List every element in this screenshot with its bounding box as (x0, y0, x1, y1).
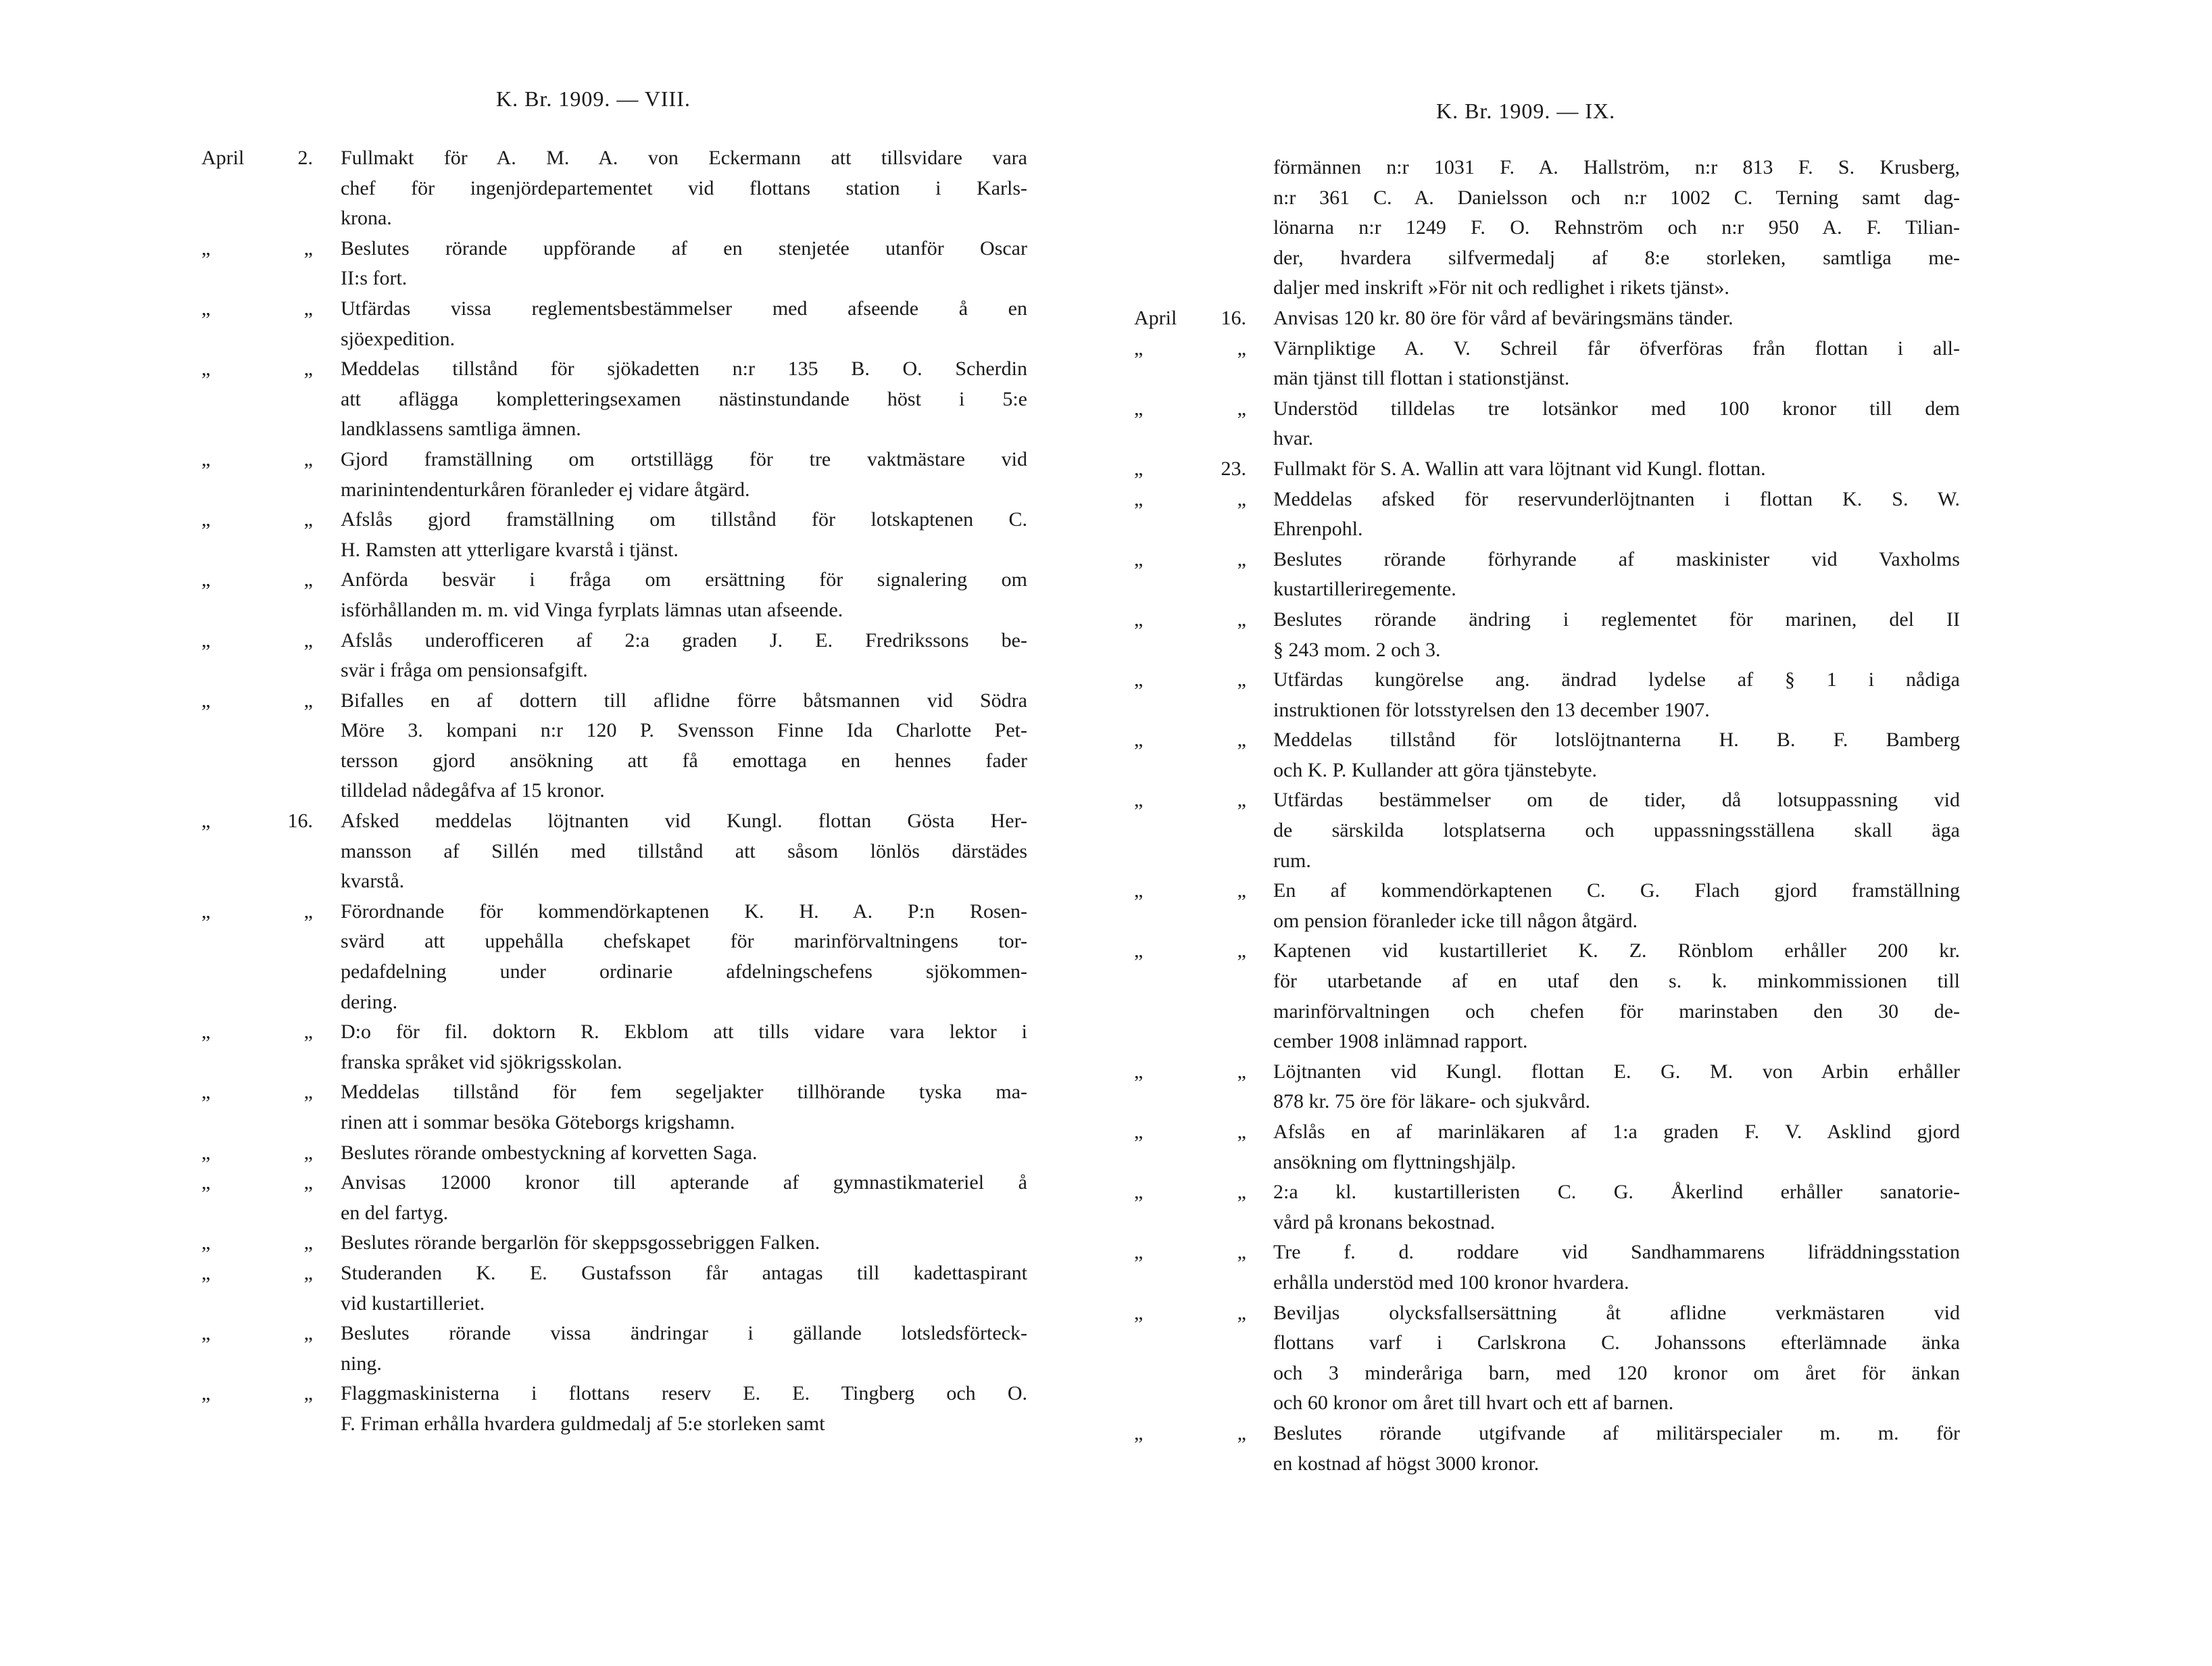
entry-line: lönarna n:r 1249 F. O. Rehnström och n:r 950 A. F. Tilian- (1273, 216, 1960, 239)
entry (1108, 334, 2212, 394)
entry (0, 1017, 1081, 1077)
entry (1108, 1238, 2212, 1298)
entry-line: II:s fort. (341, 267, 408, 290)
entry-text (341, 565, 1027, 625)
entry-month: April (201, 147, 245, 169)
entry-day: „ (303, 568, 313, 591)
entry (1108, 153, 2212, 303)
entry-line: mansson af Sillén med tillstånd att såsom lönlös därstädes (341, 839, 1027, 862)
entry (1108, 1419, 2212, 1479)
entry-day: „ (303, 1382, 313, 1405)
entry-day: „ (1237, 729, 1246, 752)
page-header: K. Br. 1909. — VIII. (496, 87, 691, 111)
entry-line: dering. (341, 990, 398, 1013)
entry-text (341, 1138, 1027, 1169)
entry-day: „ (303, 1322, 313, 1345)
entry (0, 565, 1081, 625)
entry-line: ansökning om flyttningshjälp. (1273, 1150, 1517, 1173)
entry-text (341, 897, 1027, 1017)
entry-line: Understöd tilldelas tre lotsänkor med 100 kronor till dem (1273, 397, 1960, 420)
entry-text (1273, 545, 1960, 605)
entry-text (1273, 725, 1960, 785)
entry-month: „ (1134, 789, 1144, 812)
entry-line: franska språket vid sjökrigsskolan. (341, 1050, 622, 1073)
entry-line: Beslutes rörande förhyrande af maskinister vid Vaxholms (1273, 547, 1960, 570)
entry-line: svärd att uppehålla chefskapet för marinförvaltningens tor- (341, 930, 1027, 953)
entry (0, 1138, 1081, 1169)
entry-month: „ (1134, 337, 1144, 360)
entry-line: daljer med inskrift »För nit och redlighet i rikets tjänst». (1273, 276, 1729, 299)
entry-month: „ (1134, 939, 1144, 962)
entry (1108, 1298, 2212, 1419)
entry-day: „ (303, 1141, 313, 1164)
entry-line: Anvisas 120 kr. 80 öre för vård af beväringsmäns tänder. (1273, 306, 1734, 329)
entry-line: sjöexpedition. (341, 327, 456, 350)
entry-line: chef för ingenjördepartementet vid flottans station i Karls- (341, 176, 1027, 199)
entry-month: „ (201, 1141, 211, 1164)
entry-month: „ (201, 297, 211, 320)
entry-line: Meddelas tillstånd för fem segeljakter tillhörande tyska ma- (341, 1081, 1027, 1104)
entry-text (1273, 785, 1960, 876)
entry-day: „ (303, 358, 313, 381)
entry (0, 626, 1081, 686)
entry-month: „ (1134, 879, 1144, 902)
entry-text (1273, 1298, 1960, 1419)
entry-line: Utfärdas vissa reglementsbestämmelser med afseende å en (341, 297, 1027, 320)
entry-month: „ (1134, 668, 1144, 691)
entry-day: 23. (1221, 457, 1246, 480)
entry-day: „ (303, 1171, 313, 1194)
entry-day: „ (1237, 1181, 1246, 1204)
entry-text (341, 1319, 1027, 1379)
entry-month: „ (201, 1382, 211, 1405)
entry-text (1273, 485, 1960, 545)
entry-line: der, hvardera silfvermedalj af 8:e storleken, samtliga me- (1273, 246, 1960, 269)
entry-month: „ (1134, 1241, 1144, 1264)
entry-day: 2. (297, 147, 313, 169)
entry (1108, 936, 2212, 1056)
entry-line: Afsked meddelas löjtnanten vid Kungl. flottan Gösta Her- (341, 810, 1027, 833)
entry-month: „ (201, 689, 211, 712)
entry-day: „ (1237, 1241, 1246, 1264)
entry-text (341, 1228, 1027, 1258)
entry-line: krona. (341, 207, 392, 230)
entry-month: „ (1134, 457, 1144, 480)
entry (0, 1168, 1081, 1228)
entry (0, 806, 1081, 897)
entry (0, 294, 1081, 354)
entry-line: Afslås gjord framställning om tillstånd för lotskaptenen C. (341, 508, 1027, 531)
entry-line: § 243 mom. 2 och 3. (1273, 638, 1441, 661)
entry-line: kustartilleriregemente. (1273, 578, 1456, 601)
entry-text (1273, 334, 1960, 394)
entry-day: „ (303, 900, 313, 923)
entry-month: „ (1134, 608, 1144, 631)
entry-line: D:o för fil. doktorn R. Ekblom att tills vidare vara lektor i (341, 1021, 1027, 1044)
entry-text (1273, 454, 1960, 485)
entry-month: „ (1134, 1181, 1144, 1204)
entry-day: „ (303, 237, 313, 260)
entry-line: erhålla understöd med 100 kronor hvardera. (1273, 1271, 1629, 1294)
entry-line: Förordnande för kommendörkaptenen K. H. A. P:n Rosen- (341, 900, 1027, 923)
entry (0, 143, 1081, 234)
entry-line: vård på kronans bekostnad. (1273, 1210, 1496, 1233)
entry-line: kvarstå. (341, 870, 405, 893)
entry-text (1273, 1419, 1960, 1479)
entry-list (0, 143, 1081, 1440)
entry-month: „ (201, 508, 211, 531)
entry-month: April (1134, 306, 1177, 329)
entry-month: „ (201, 568, 211, 591)
entry-month: „ (201, 1231, 211, 1254)
left-page (0, 0, 1081, 1666)
entry-month: „ (1134, 729, 1144, 752)
entry-day: „ (303, 297, 313, 320)
entry (1108, 1057, 2212, 1117)
entry-line: Afslås en af marinläkaren af 1:a graden F. V. Asklind gjord (1273, 1121, 1960, 1143)
entry-line: en del fartyg. (341, 1201, 449, 1224)
entry-line: Anförda besvär i fråga om ersättning för signalering om (341, 568, 1027, 591)
entry (0, 1319, 1081, 1379)
entry-text (1273, 876, 1960, 936)
entry-month: „ (201, 358, 211, 381)
entry-line: för utarbetande af en utaf den s. k. minkommissionen till (1273, 970, 1960, 993)
entry (1108, 725, 2212, 785)
page-header: K. Br. 1909. — IX. (1436, 99, 1616, 123)
entry-text (341, 1017, 1027, 1077)
entry (0, 354, 1081, 445)
entry-day: „ (1237, 1301, 1246, 1324)
entry-month: „ (1134, 1060, 1144, 1083)
entry-text (341, 1168, 1027, 1228)
entry-line: n:r 361 C. A. Danielsson och n:r 1002 C. Terning samt dag- (1273, 186, 1960, 209)
entry-line: Tre f. d. roddare vid Sandhammarens lifräddningsstation (1273, 1241, 1960, 1264)
entry-month: „ (201, 1322, 211, 1345)
entry (1108, 454, 2212, 485)
entry-line: Meddelas tillstånd för lotslöjtnanterna H. B. F. Bamberg (1273, 729, 1960, 752)
entry-line: och 60 kronor om året till hvart och ett af barnen. (1273, 1392, 1674, 1415)
entry-line: ning. (341, 1352, 382, 1375)
entry-day: „ (303, 508, 313, 531)
entry-list (1108, 153, 2212, 1479)
entry-month: „ (201, 900, 211, 923)
entry (0, 1379, 1081, 1439)
entry-day: „ (1237, 668, 1246, 691)
entry-line: Meddelas afsked för reservunderlöjtnanten i flottan K. S. W. (1273, 487, 1960, 510)
entry-line: och 3 minderåriga barn, med 120 kronor om året för änkan (1273, 1361, 1960, 1384)
entry-line: 2:a kl. kustartilleristen C. G. Åkerlind erhåller sanatorie- (1273, 1181, 1960, 1204)
entry-line: Värnpliktige A. V. Schreil får öfverföras från flottan i all- (1273, 337, 1960, 360)
entry-day: „ (303, 1231, 313, 1254)
entry-text (341, 806, 1027, 897)
entry-text (341, 1379, 1027, 1439)
entry-day: „ (1237, 939, 1246, 962)
entry-line: Fullmakt för A. M. A. von Eckermann att tillsvidare vara (341, 147, 1027, 169)
entry-line: Fullmakt för S. A. Wallin att vara löjtnant vid Kungl. flottan. (1273, 457, 1766, 480)
entry-line: En af kommendörkaptenen C. G. Flach gjord framställning (1273, 879, 1960, 902)
entry (1108, 665, 2212, 725)
entry-line: hvar. (1273, 427, 1314, 450)
entry (0, 234, 1081, 294)
entry-line: Meddelas tillstånd för sjökadetten n:r 135 B. O. Scherdin (341, 358, 1027, 381)
entry (0, 897, 1081, 1017)
entry-day: „ (1237, 547, 1246, 570)
entry (0, 1077, 1081, 1137)
entry (1108, 394, 2212, 454)
entry-line: Afslås underofficeren af 2:a graden J. E. Fredrikssons be- (341, 629, 1027, 652)
entry-day: „ (1237, 397, 1246, 420)
entry-month: „ (1134, 1421, 1144, 1444)
entry-line: Utfärdas bestämmelser om de tider, då lotsuppassning vid (1273, 789, 1960, 812)
entry-text (1273, 936, 1960, 1056)
entry-line: förmännen n:r 1031 F. A. Hallström, n:r 813 F. S. Krusberg, (1273, 156, 1960, 178)
entry-day: „ (1237, 487, 1246, 510)
entry-text (341, 234, 1027, 294)
entry-month: „ (1134, 397, 1144, 420)
entry-day: „ (1237, 789, 1246, 812)
entry-line: marinintendenturkåren föranleder ej vidare åtgärd. (341, 478, 750, 501)
entry-line: marinförvaltningen och chefen för marinstaben den 30 de- (1273, 1000, 1960, 1023)
entry-line: Beslutes rörande vissa ändringar i gällande lotsledsförteck- (341, 1322, 1027, 1345)
entry (0, 1228, 1081, 1258)
entry (1108, 1177, 2212, 1238)
entry-line: Beslutes rörande uppförande af en stenjetée utanför Oscar (341, 237, 1027, 260)
entry-month: „ (1134, 487, 1144, 510)
entry-line: tersson gjord ansökning att få emottaga en hennes fader (341, 749, 1027, 772)
entry-line: F. Friman erhålla hvardera guldmedalj af 5:e storleken samt (341, 1412, 825, 1435)
entry-line: H. Ramsten att ytterligare kvarstå i tjänst. (341, 538, 679, 561)
entry-line: landklassens samtliga ämnen. (341, 418, 581, 441)
entry-text (1273, 605, 1960, 665)
entry-text (341, 626, 1027, 686)
entry-line: Flaggmaskinisterna i flottans reserv E. E. Tingberg och O. (341, 1382, 1027, 1405)
entry-text (341, 354, 1027, 445)
entry-line: rinen att i sommar besöka Göteborgs krigshamn. (341, 1111, 735, 1133)
entry-text (341, 1258, 1027, 1319)
entry-line: instruktionen för lotsstyrelsen den 13 december 1907. (1273, 698, 1710, 721)
entry (1108, 605, 2212, 665)
entry-day: „ (1237, 1421, 1246, 1444)
entry-line: flottans varf i Carlskrona C. Johanssons efterlämnade änka (1273, 1331, 1960, 1354)
entry-text (1273, 1057, 1960, 1117)
entry-line: en kostnad af högst 3000 kronor. (1273, 1452, 1540, 1475)
entry-line: Beslutes rörande utgifvande af militärspecialer m. m. för (1273, 1421, 1960, 1444)
entry-day: „ (1237, 1121, 1246, 1143)
entry-day: „ (303, 1261, 313, 1284)
entry-text (1273, 665, 1960, 725)
right-page (1108, 0, 2212, 1666)
entry (1108, 876, 2212, 936)
entry (0, 1258, 1081, 1319)
entry-month: „ (201, 629, 211, 652)
entry-day: „ (1237, 608, 1246, 631)
entry-line: Möre 3. kompani n:r 120 P. Svensson Finne Ida Charlotte Pet- (341, 719, 1027, 742)
entry-month: „ (1134, 1301, 1144, 1324)
entry-line: Bifalles en af dottern till aflidne förre båtsmannen vid Södra (341, 689, 1027, 712)
entry-line: Beslutes rörande ändring i reglementet för marinen, del II (1273, 608, 1960, 631)
entry-text (341, 1077, 1027, 1137)
entry-month: „ (201, 1261, 211, 1284)
entry (1108, 785, 2212, 876)
entry-month: „ (201, 447, 211, 470)
entry-line: vid kustartilleriet. (341, 1292, 485, 1315)
entry-line: Gjord framställning om ortstillägg för tre vaktmästare vid (341, 447, 1027, 470)
entry-text (1273, 1238, 1960, 1298)
entry-line: Beslutes rörande bergarlön för skeppsgossebriggen Falken. (341, 1231, 820, 1254)
entry-line: att aflägga kompletteringsexamen nästinstundande höst i 5:e (341, 387, 1027, 410)
entry-day: „ (303, 1081, 313, 1104)
entry-month: „ (1134, 1121, 1144, 1143)
entry-line: och K. P. Kullander att göra tjänstebyte. (1273, 758, 1598, 781)
entry-month: „ (201, 810, 211, 833)
entry-line: Beslutes rörande ombestyckning af korvetten Saga. (341, 1141, 758, 1164)
entry-month: „ (1134, 547, 1144, 570)
entry-line: Studeranden K. E. Gustafsson får antagas till kadettaspirant (341, 1261, 1027, 1284)
entry-day: „ (1237, 1060, 1246, 1083)
entry-month: „ (201, 237, 211, 260)
entry (1108, 303, 2212, 334)
entry-text (1273, 1117, 1960, 1177)
entry-line: Löjtnanten vid Kungl. flottan E. G. M. von Arbin erhåller (1273, 1060, 1960, 1083)
entry-day: „ (1237, 879, 1246, 902)
entry-line: cember 1908 inlämnad rapport. (1273, 1030, 1528, 1053)
entry (1108, 485, 2212, 545)
entry-text (1273, 303, 1960, 334)
entry-line: Utfärdas kungörelse ang. ändrad lydelse af § 1 i nådiga (1273, 668, 1960, 691)
entry-line: om pension föranleder icke till någon åtgärd. (1273, 909, 1638, 932)
entry-line: rum. (1273, 849, 1311, 872)
entry-line: 878 kr. 75 öre för läkare- och sjukvård. (1273, 1090, 1591, 1113)
entry-line: pedafdelning under ordinarie afdelningschefens sjökommen- (341, 960, 1027, 983)
entry-line: män tjänst till flottan i stationstjänst. (1273, 367, 1570, 390)
entry-line: isförhållanden m. m. vid Vinga fyrplats lämnas utan afseende. (341, 598, 843, 621)
entry-line: de särskilda lotsplatserna och uppassningsställena skall äga (1273, 819, 1960, 842)
entry-day: „ (303, 629, 313, 652)
entry-text (341, 686, 1027, 806)
entry-text (1273, 394, 1960, 454)
entry (1108, 545, 2212, 605)
entry-text (341, 294, 1027, 354)
entry-day: „ (303, 1021, 313, 1044)
entry-text (1273, 153, 1960, 303)
entry (0, 505, 1081, 565)
entry (1108, 1117, 2212, 1177)
entry-line: Anvisas 12000 kronor till apterande af gymnastikmateriel å (341, 1171, 1027, 1194)
entry-day: „ (1237, 337, 1246, 360)
entry-text (341, 505, 1027, 565)
entry (0, 686, 1081, 806)
entry-line: Beviljas olycksfallsersättning åt aflidne verkmästaren vid (1273, 1301, 1960, 1324)
entry-day: „ (303, 689, 313, 712)
entry-line: Kaptenen vid kustartilleriet K. Z. Rönblom erhåller 200 kr. (1273, 939, 1960, 962)
entry-day: 16. (287, 810, 313, 833)
entry-month: „ (201, 1171, 211, 1194)
entry-day: 16. (1221, 306, 1246, 329)
entry-text (341, 143, 1027, 234)
entry (0, 445, 1081, 505)
entry-line: Ehrenpohl. (1273, 518, 1363, 541)
entry-line: svär i fråga om pensionsafgift. (341, 659, 588, 682)
entry-text (341, 445, 1027, 505)
entry-month: „ (201, 1081, 211, 1104)
entry-day: „ (303, 447, 313, 470)
entry-text (1273, 1177, 1960, 1238)
entry-line: tilldelad nådegåfva af 15 kronor. (341, 779, 605, 802)
entry-month: „ (201, 1021, 211, 1044)
